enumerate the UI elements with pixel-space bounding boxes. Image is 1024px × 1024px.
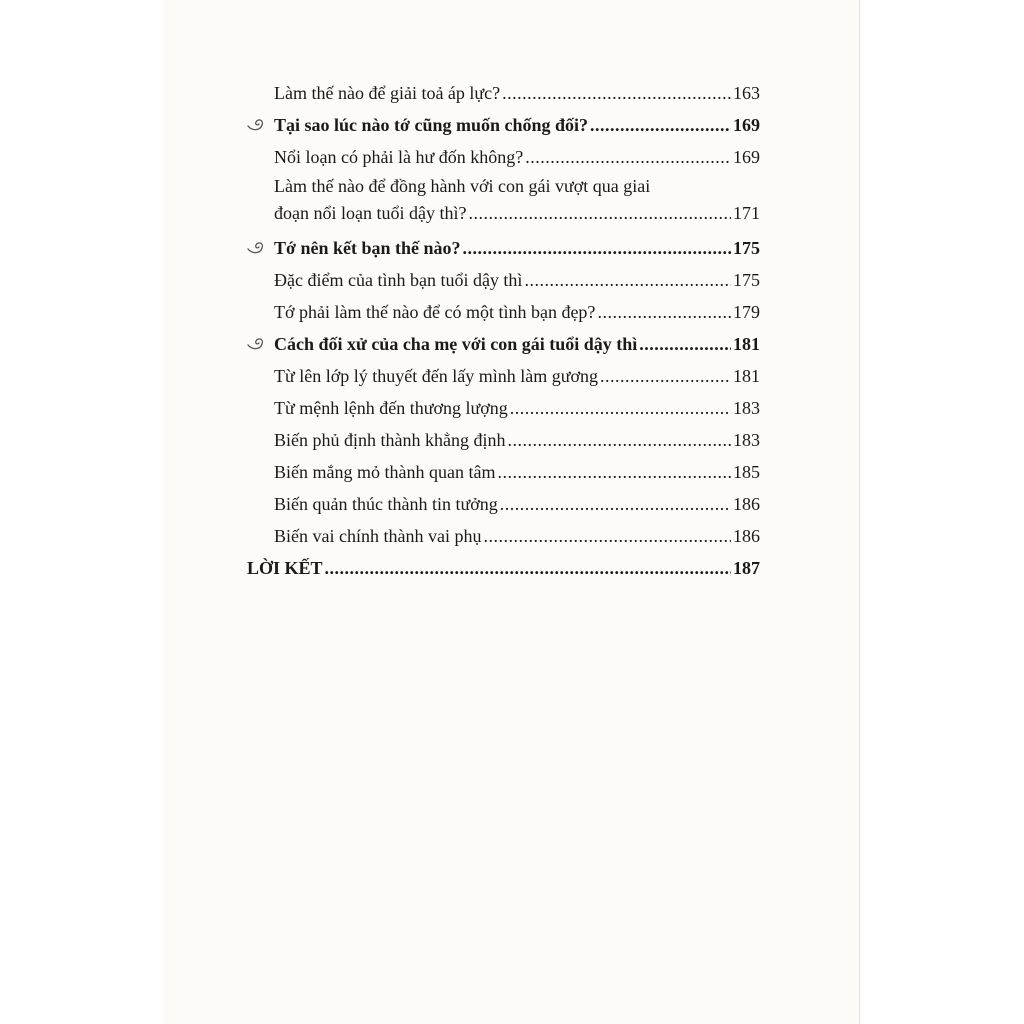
toc-section-heading[interactable]	[247, 328, 760, 360]
toc-entry-page: 169	[733, 147, 760, 167]
toc-entry[interactable]	[247, 424, 760, 456]
dot-leader	[497, 456, 731, 488]
dot-leader	[483, 520, 731, 552]
dot-leader	[507, 424, 731, 456]
toc-entry-title: LỜI KẾT	[247, 558, 323, 578]
toc-entry-title: Tại sao lúc nào tớ cũng muốn chống đối?	[274, 115, 589, 135]
toc-entry-title: Làm thế nào để giải toả áp lực?	[274, 83, 501, 103]
toc-entry-title: Từ mệnh lệnh đến thương lượng	[274, 398, 508, 418]
toc-entry-page: 175	[733, 270, 760, 290]
dot-leader	[600, 360, 731, 392]
dot-leader	[325, 552, 731, 584]
dot-leader	[463, 232, 731, 264]
toc-entry-title: Cách đối xử của cha mẹ với con gái tuổi dậy thì	[274, 334, 638, 354]
toc-section-heading[interactable]	[247, 109, 760, 141]
toc-entry-page: 179	[733, 302, 760, 322]
toc-entry-title: Từ lên lớp lý thuyết đến lấy mình làm gương	[274, 366, 598, 386]
toc-section-heading[interactable]	[247, 232, 760, 264]
toc-entry-title: Tớ phải làm thế nào để có một tình bạn đẹp?	[274, 302, 596, 322]
toc-entry-title: Tớ nên kết bạn thế nào?	[274, 238, 461, 258]
table-of-contents	[247, 77, 760, 584]
toc-entry[interactable]	[247, 360, 760, 392]
dot-leader	[468, 200, 731, 227]
dot-leader	[524, 264, 731, 296]
toc-entry-title: Biến mắng mỏ thành quan tâm	[274, 462, 496, 482]
dot-leader	[597, 296, 731, 328]
toc-entry[interactable]	[247, 296, 760, 328]
toc-entry-page: 186	[733, 526, 760, 546]
toc-entry-page: 171	[733, 203, 760, 223]
swirl-ornament-icon	[245, 232, 267, 264]
swirl-ornament-icon	[245, 109, 267, 141]
toc-entry-page: 183	[733, 430, 760, 450]
dot-leader	[639, 328, 731, 360]
dot-leader	[500, 488, 731, 520]
dot-leader	[590, 109, 731, 141]
dot-leader	[525, 141, 731, 173]
toc-entry-page: 169	[733, 115, 760, 135]
toc-entry-page: 181	[733, 366, 760, 386]
toc-entry-title: Biến phủ định thành khẳng định	[274, 430, 506, 450]
toc-entry-page: 163	[733, 83, 760, 103]
swirl-ornament-icon	[245, 328, 267, 360]
toc-entry-title: Nổi loạn có phải là hư đốn không?	[274, 147, 524, 167]
toc-entry-page: 185	[733, 462, 760, 482]
toc-entry-title-line2: đoạn nổi loạn tuổi dậy thì?	[274, 203, 467, 223]
toc-entry[interactable]	[247, 392, 760, 424]
toc-entry-title: Biến vai chính thành vai phụ	[274, 526, 482, 546]
toc-entry[interactable]	[247, 173, 760, 227]
toc-entry[interactable]	[247, 488, 760, 520]
dot-leader	[502, 77, 731, 109]
toc-entry[interactable]	[247, 456, 760, 488]
toc-entry-page: 183	[733, 398, 760, 418]
toc-entry-page: 181	[733, 334, 760, 354]
toc-entry[interactable]	[247, 264, 760, 296]
toc-entry[interactable]	[247, 141, 760, 173]
toc-entry-title: Đặc điểm của tình bạn tuổi dậy thì	[274, 270, 523, 290]
toc-chapter-heading[interactable]	[247, 552, 760, 584]
toc-entry-title-line1: Làm thế nào để đồng hành với con gái vượt qua giai	[274, 176, 651, 196]
toc-entry[interactable]	[247, 77, 760, 109]
toc-entry-page: 187	[733, 558, 760, 578]
toc-entry-page: 175	[733, 238, 760, 258]
dot-leader	[510, 392, 731, 424]
toc-entry-title: Biến quản thúc thành tin tưởng	[274, 494, 498, 514]
toc-entry[interactable]	[247, 520, 760, 552]
toc-entry-page: 186	[733, 494, 760, 514]
